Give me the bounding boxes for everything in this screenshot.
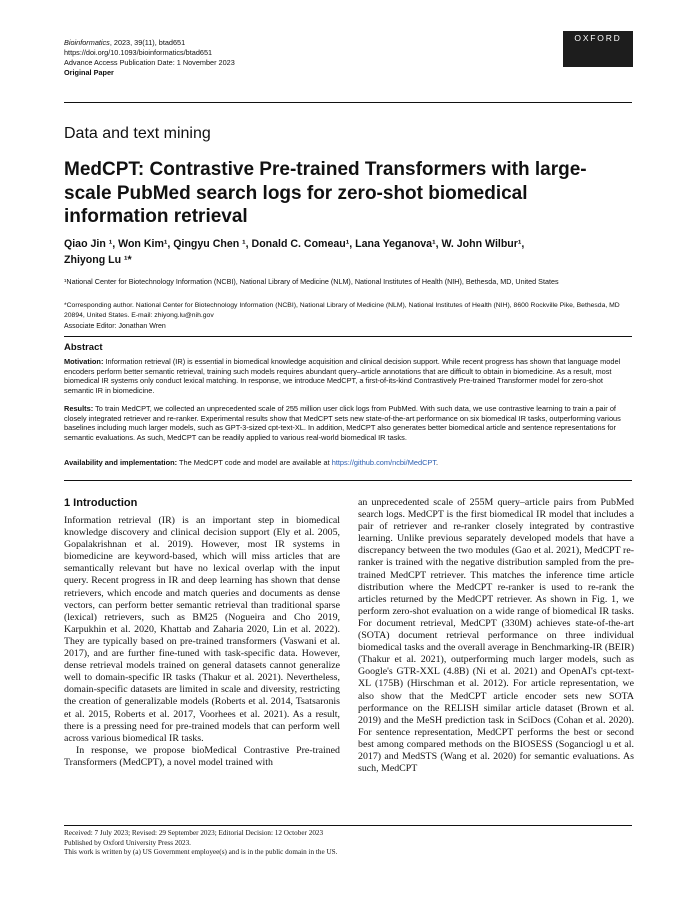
author-list	[64, 236, 639, 268]
corresponding-author: *Corresponding author. National Center for Biotechnology Information (NCBI), National Library of Medicine (NLM), National Institutes of Health (NIH), 8600 Rockville Pike, Bethesda, MD 20894, United States. E-mail: zhiyong.lu@nih.gov	[64, 302, 620, 319]
publisher-note: Published by Oxford University Press 2023.	[64, 838, 191, 847]
authors-line-1[interactable]: Qiao Jin ¹, Won Kim¹, Qingyu Chen ¹, Donald C. Comeau¹, Lana Yeganova¹, W. John Wilbur¹,	[64, 238, 525, 250]
pub-date: Advance Access Publication Date: 1 November 2023	[64, 58, 235, 67]
github-link[interactable]: https://github.com/ncbi/MedCPT	[331, 458, 437, 467]
abstract-bottom-divider	[64, 480, 632, 481]
citation-rest: , 2023, 39(11), btad651	[109, 38, 186, 47]
intro-paragraph-2: In response, we propose bioMedical Contrastive Pre-trained Transformers (MedCPT), a novel model trained with	[64, 744, 340, 768]
logo-text: OXFORD	[574, 33, 622, 43]
journal-name: Bioinformatics	[64, 38, 110, 47]
doi-link[interactable]: https://doi.org/10.1093/bioinformatics/btad651	[64, 48, 213, 57]
right-column	[358, 497, 634, 775]
received-dates: Received: 7 July 2023; Revised: 29 September 2023; Editorial Decision: 12 October 2023	[64, 829, 324, 837]
intro-paragraph-3: an unprecedented scale of 255M query–article pairs from PubMed search logs. MedCPT is the first biomedical IR model that includes a pair of retriever and re-ranker closely integrated by contrastive learning. Unlike previous separately developed models that have a discrepancy between the two modules (Gao et al. 2021), MedCPT re-ranker is trained with the negative distribution sampled from the pre-trained MedCPT retriever. This matches the inference time article distribution where the MedCPT re-ranker is used to re-rank the articles returned by the MedCPT retriever. As shown in Fig. 1, we perform zero-shot evaluation on a wide range of biomedical IR tasks. For document retrieval, MedCPT (330M) achieves state-of-the-art (SOTA) document retrieval performance on three individual biomedical tasks and the overall average in Benchmarking-IR (BEIR) (Thakur et al. 2021), outperforming much larger models, such as Google's GTR-XXL (4.8B) (Ni et al. 2021) and OpenAI's cpt-text-XL (175B) (Hirschman et al. 2012). For article representation, we also show that the MedCPT article encoder sets new SOTA performance on the RELISH similar article dataset (Brown et al. 2019) and the MeSH prediction task in SciDocs (Cohan et al. 2020). For sentence representation, MedCPT performs the best or second best among compared methods on the BIOSESS (Soganciogl u et al. 2017) and MedSTS (Wang et al. 2020) for semantic evaluations. As such, MedCPT	[358, 497, 634, 775]
motivation-label: Motivation:	[64, 357, 104, 366]
results-label: Results:	[64, 404, 94, 413]
abstract-divider	[64, 336, 632, 337]
intro-paragraph-1: Information retrieval (IR) is an important step in biomedical knowledge discovery and clinical decision support (Ely et al. 2005, Gopalakrishnan et al. 2019). However, most IR systems in biomedicine are keyword-based, which will miss articles that are semantically relevant but have no lexical overlap with the input query. Recent progress in IR and deep learning has shown that dense retrievers, which encode and match queries and documents as dense vectors, can perform better semantic retrieval than traditional sparse (lexical) retrievers, such as BM25 (Nogueira and Cho 2019, Karpukhin et al. 2020, Khattab and Zaharia 2020, Lin et al. 2022). They are typically based on pre-trained transformers (Vaswani et al. 2017), and are further fine-tuned with task-specific data. However, dense retrieval models trained on general datasets cannot generalize well to domain-specific IR tasks (Thakur et al. 2021). Nevertheless, domain-specific datasets are limited in scale and diversity, restricting the creation of generalizable models (Roberts et al. 2014, Tsatsaronis et al. 2015, Roberts et al. 2017, Voorhees et al. 2021). As a result, there is a pressing need for pre-trained models that can perform well across various biomedical IR tasks.	[64, 515, 340, 744]
top-divider	[64, 102, 632, 103]
authors-line-2[interactable]: Zhiyong Lu ¹*	[64, 254, 132, 266]
abstract-motivation	[64, 357, 634, 395]
abstract-heading: Abstract	[64, 342, 103, 353]
citation-line	[64, 38, 235, 48]
associate-editor: Associate Editor: Jonathan Wren	[64, 323, 166, 330]
oxford-logo	[563, 31, 633, 67]
motivation-text: Information retrieval (IR) is essential in biomedical knowledge acquisition and clinical decision support. While recent progress has shown that language model encoders perform better semantic retrieval, training such models requires abundant query–article annotations that are difficult to obtain in biomedicine. As a result, most biomedical IR systems only conduct lexical matching. In response, we introduce MedCPT, a first-of-its-kind Contrastively Pre-trained Transformer model for zero-shot semantic IR in biomedicine.	[64, 357, 621, 395]
left-column	[64, 515, 340, 769]
section-heading: Data and text mining	[64, 125, 211, 142]
results-text: To train MedCPT, we collected an unprecedented scale of 255 million user click logs from PubMed. With such data, we use contrastive learning to train a pair of closely integrated retriever and re-ranker. Experimental results show that MedCPT sets new state-of-the-art performance on six biomedical IR tasks, outperforming various baselines including much larger models, such as GPT-3-sized cpt-text-XL. In addition, MedCPT also generates better biomedical article and sentence representations for semantic evaluations. As such, MedCPT can be readily applied to various real-world biomedical IR tasks.	[64, 404, 621, 442]
article-type: Original Paper	[64, 68, 114, 77]
footer-divider	[64, 825, 632, 826]
abstract-results	[64, 404, 634, 442]
abstract-availability	[64, 458, 634, 468]
paper-title: MedCPT: Contrastive Pre-trained Transformers with large-scale PubMed search logs for zero-shot biomedical information retrieval	[64, 159, 587, 227]
journal-header	[64, 38, 235, 78]
availability-text: The MedCPT code and model are available at	[177, 458, 332, 467]
affiliation: ¹National Center for Biotechnology Information (NCBI), National Library of Medicine (NLM), National Institutes of Health (NIH), Bethesda, MD, United States	[64, 277, 559, 286]
availability-end: .	[436, 458, 439, 467]
public-domain-note: This work is written by (a) US Government employee(s) and is in the public domain in the US.	[64, 848, 338, 856]
introduction-heading: 1 Introduction	[64, 497, 138, 509]
footer	[64, 829, 337, 858]
availability-label: Availability and implementation:	[64, 458, 178, 467]
